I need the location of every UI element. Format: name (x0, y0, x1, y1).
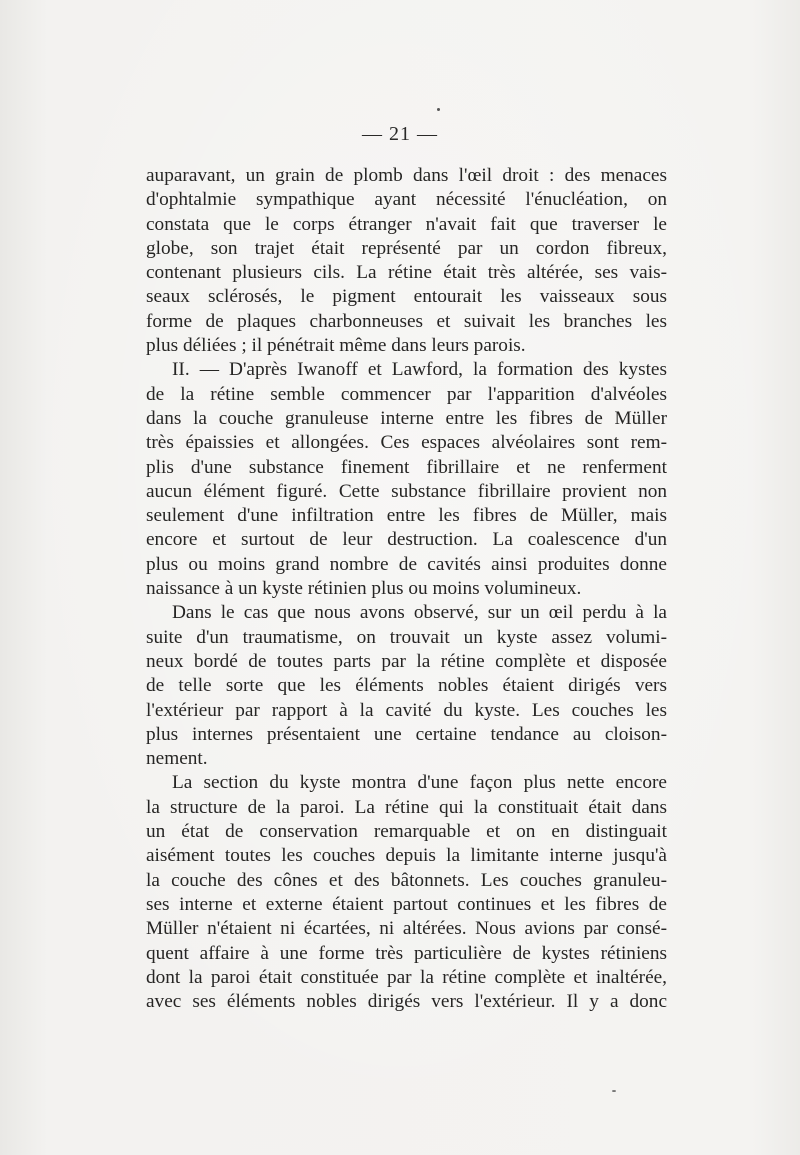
text-line: aucun élément figuré. Cette substance fibrillaire provient non (146, 480, 667, 502)
paragraph (146, 771, 667, 1014)
page-number: — 21 — (362, 123, 438, 145)
text-line: seaux sclérosés, le pigment entourait les vaisseaux sous (146, 286, 667, 308)
text-line: dont la paroi était constituée par la rétine complète et inaltérée, (146, 966, 667, 988)
paragraph (146, 164, 667, 358)
text-line: globe, son trajet était représenté par un cordon fibreux, (146, 237, 667, 259)
text-line: plus déliées ; il pénétrait même dans leurs parois. (146, 335, 526, 357)
text-line: constata que le corps étranger n'avait fait que traverser le (146, 213, 667, 235)
text-line: la structure de la paroi. La rétine qui la constituait était dans (146, 796, 667, 818)
text-line: plus ou moins grand nombre de cavités ainsi produites donne (146, 553, 667, 575)
paragraph (146, 601, 667, 771)
text-line: l'extérieur par rapport à la cavité du kyste. Les couches les (146, 699, 667, 721)
text-line: seulement d'une infiltration entre les fibres de Müller, mais (146, 505, 667, 527)
text-line: aisément toutes les couches depuis la limitante interne jusqu'à (146, 845, 667, 867)
text-line: quent affaire à une forme très particulière de kystes rétiniens (146, 942, 667, 964)
text-line: de la rétine semble commencer par l'apparition d'alvéoles (146, 383, 667, 405)
text-line: naissance à un kyste rétinien plus ou moins volumineux. (146, 578, 582, 600)
text-line: encore et surtout de leur destruction. La coalescence d'un (146, 529, 667, 551)
body-text (146, 164, 667, 1014)
text-line: plis d'une substance finement fibrillaire et ne renferment (146, 456, 667, 478)
text-line: suite d'un traumatisme, on trouvait un kyste assez volumi- (146, 626, 667, 648)
text-line: la couche des cônes et des bâtonnets. Les couches granuleu- (146, 869, 667, 891)
text-line: Müller n'étaient ni écartées, ni altérées. Nous avions par consé- (146, 918, 667, 940)
text-line: forme de plaques charbonneuses et suivait les branches les (146, 310, 667, 332)
text-line: plus internes présentaient une certaine tendance au cloison- (146, 723, 667, 745)
ink-speck (437, 108, 440, 111)
ink-speck (612, 1090, 616, 1092)
text-line: dans la couche granuleuse interne entre les fibres de Müller (146, 407, 667, 429)
paragraph (146, 358, 667, 601)
text-line: II. — D'après Iwanoff et Lawford, la formation des kystes (172, 359, 667, 381)
text-line: contenant plusieurs cils. La rétine était très altérée, ses vais- (146, 262, 667, 284)
text-line: neux bordé de toutes parts par la rétine complète et disposée (146, 650, 667, 672)
text-line: La section du kyste montra d'une façon plus nette encore (172, 772, 667, 794)
text-line: avec ses éléments nobles dirigés vers l'extérieur. Il y a donc (146, 991, 667, 1013)
text-line: nement. (146, 748, 208, 770)
text-line: de telle sorte que les éléments nobles étaient dirigés vers (146, 675, 667, 697)
text-line: Dans le cas que nous avons observé, sur un œil perdu à la (172, 602, 667, 624)
text-line: un état de conservation remarquable et on en distinguait (146, 821, 667, 843)
text-line: très épaissies et allongées. Ces espaces alvéolaires sont rem- (146, 432, 667, 454)
text-line: d'ophtalmie sympathique ayant nécessité l'énucléation, on (146, 189, 667, 211)
text-line: ses interne et externe étaient partout continues et les fibres de (146, 893, 667, 915)
text-line: auparavant, un grain de plomb dans l'œil droit : des menaces (146, 165, 667, 186)
